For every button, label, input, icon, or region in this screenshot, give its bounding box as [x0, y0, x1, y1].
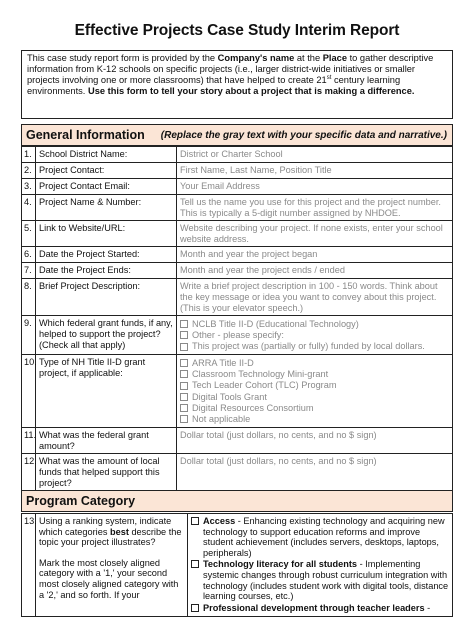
intro-place: Place — [322, 53, 348, 63]
section-title: General Information — [26, 128, 145, 142]
intro-box — [21, 50, 453, 119]
checkbox-label: This project was (partially or fully) funded by local dollars. — [192, 341, 425, 352]
website-url-field[interactable]: Website describing your project. If none exists, enter your school website address. — [177, 221, 453, 247]
checkbox-option[interactable] — [180, 402, 449, 413]
row-label: Brief Project Description: — [36, 279, 177, 316]
table-row — [22, 179, 453, 195]
general-information-header — [21, 124, 453, 146]
checkbox[interactable] — [180, 359, 188, 367]
row-number: 1. — [22, 147, 36, 163]
project-description-field[interactable]: Write a brief project description in 100 - 150 words. Think about the key message or idea you want to convey about this project. (This is your elevator speech.) — [177, 279, 453, 316]
checkbox-label: Digital Resources Consortium — [192, 402, 314, 413]
checkbox-option[interactable] — [180, 357, 449, 368]
checkbox-option[interactable] — [180, 318, 449, 329]
row-number: 4. — [22, 195, 36, 221]
table-row — [22, 514, 453, 617]
start-date-field[interactable]: Month and year the project began — [177, 247, 453, 263]
intro-superscript: st — [326, 74, 332, 81]
federal-grant-amount-field[interactable]: Dollar total (just dollars, no cents, and no $ sign) — [177, 428, 453, 454]
checkbox-label: Digital Tools Grant — [192, 391, 267, 402]
option-description: - Implementing systemic changes through robust curriculum integration with technology (includes student work with digital tools, distance learning courses, etc.) — [203, 559, 449, 602]
table-row — [22, 247, 453, 263]
checkbox-option[interactable] — [191, 516, 449, 558]
checkbox[interactable] — [180, 331, 188, 339]
row-number: 8. — [22, 279, 36, 316]
program-category-header — [21, 490, 453, 512]
checkbox-option[interactable] — [180, 341, 449, 352]
project-name-field[interactable]: Tell us the name you use for this project and the project number. This is typically a 5-digit number assigned by NHDOE. — [177, 195, 453, 221]
checkbox-label: NCLB Title II-D (Educational Technology) — [192, 318, 359, 329]
row-label: What was the federal grant amount? — [36, 428, 177, 454]
row-number: 9. — [22, 316, 36, 355]
row-label: Link to Website/URL: — [36, 221, 177, 247]
intro-text: century learning environments. — [27, 75, 401, 96]
row-number: 13. — [22, 514, 36, 617]
row-label: Project Contact: — [36, 163, 177, 179]
checkbox-label: Classroom Technology Mini-grant — [192, 368, 329, 379]
question-text: Using a ranking system, indicate which categories — [39, 516, 172, 537]
row-number: 7. — [22, 263, 36, 279]
table-row — [22, 454, 453, 491]
question-text: describe the topic your project illustrates? — [39, 526, 182, 548]
checkbox-label: Other - please specify: — [192, 330, 284, 341]
intro-text: at the — [294, 53, 323, 63]
program-category-table — [21, 513, 453, 617]
checkbox[interactable] — [180, 393, 188, 401]
table-row — [22, 428, 453, 454]
checkbox-option[interactable] — [180, 391, 449, 402]
question-emphasis: best — [109, 526, 129, 537]
checkbox[interactable] — [180, 343, 188, 351]
checkbox[interactable] — [191, 517, 199, 525]
general-information-table — [21, 146, 453, 491]
checkbox[interactable] — [180, 382, 188, 390]
checkbox-option[interactable] — [180, 369, 449, 380]
checkbox-option[interactable] — [191, 559, 449, 601]
table-row — [22, 279, 453, 316]
intro-text: to gather descriptive information from K-12 schools on specific projects (i.e., larger district-wide initiatives or smaller projects involving one or more classrooms) that have helped to create 21 — [27, 53, 434, 85]
checkbox[interactable] — [180, 415, 188, 423]
checkbox-label: Not applicable — [192, 414, 251, 425]
row-number: 10. — [22, 355, 36, 428]
grant-funds-options — [177, 316, 453, 355]
intro-text: This case study report form is provided by the — [27, 53, 218, 63]
option-description: - — [424, 602, 431, 613]
section-title: Program Category — [26, 494, 136, 508]
contact-email-field[interactable]: Your Email Address — [177, 179, 453, 195]
option-title: Professional development through teacher leaders — [203, 602, 425, 613]
option-title: Technology literacy for all students — [203, 559, 358, 570]
table-row — [22, 316, 453, 355]
row-number: 5. — [22, 221, 36, 247]
row-number: 12. — [22, 454, 36, 491]
row-label: What was the amount of local funds that helped support this project? — [36, 454, 177, 491]
grant-type-options — [177, 355, 453, 428]
local-funds-amount-field[interactable]: Dollar total (just dollars, no cents, and no $ sign) — [177, 454, 453, 491]
row-label: Project Contact Email: — [36, 179, 177, 195]
end-date-field[interactable]: Month and year the project ends / ended — [177, 263, 453, 279]
checkbox[interactable] — [180, 404, 188, 412]
row-label — [36, 514, 188, 617]
intro-company: Company's name — [217, 53, 295, 63]
row-label: Date the Project Ends: — [36, 263, 177, 279]
checkbox-option[interactable] — [180, 380, 449, 391]
row-label: School District Name: — [36, 147, 177, 163]
table-row — [22, 147, 453, 163]
row-number: 11. — [22, 428, 36, 454]
option-title: Access — [203, 516, 236, 526]
district-name-field[interactable]: District or Charter School — [177, 147, 453, 163]
checkbox-option[interactable] — [180, 414, 449, 425]
table-row — [22, 355, 453, 428]
checkbox[interactable] — [180, 320, 188, 328]
table-row — [22, 195, 453, 221]
checkbox-option[interactable] — [191, 603, 449, 614]
program-category-options — [188, 514, 453, 617]
row-number: 6. — [22, 247, 36, 263]
checkbox[interactable] — [191, 560, 199, 568]
report-title: Effective Projects Case Study Interim Report — [74, 22, 400, 39]
row-number: 2. — [22, 163, 36, 179]
table-row — [22, 263, 453, 279]
intro-call-to-action: Use this form to tell your story about a project that is making a difference. — [87, 86, 415, 96]
row-label: Date the Project Started: — [36, 247, 177, 263]
row-label: Project Name & Number: — [36, 195, 177, 221]
section-note: (Replace the gray text with your specific data and narrative.) — [160, 129, 447, 141]
checkbox-label: Tech Leader Cohort (TLC) Program — [192, 380, 337, 391]
option-description: - Enhancing existing technology and acquiring new technology to support education reforms and improve student achievement (includes servers, desktops, laptops, peripherals) — [203, 516, 445, 558]
checkbox-label: ARRA Title II-D — [192, 357, 254, 368]
checkbox[interactable] — [191, 604, 199, 612]
checkbox-option[interactable] — [180, 330, 449, 341]
row-number: 3. — [22, 179, 36, 195]
project-contact-field[interactable]: First Name, Last Name, Position Title — [177, 163, 453, 179]
row-label: Which federal grant funds, if any, helped to support the project? (Check all that apply) — [36, 316, 177, 355]
table-row — [22, 163, 453, 179]
checkbox[interactable] — [180, 370, 188, 378]
row-label: Type of NH Title II-D grant project, if applicable: — [36, 355, 177, 428]
table-row — [22, 221, 453, 247]
question-instructions: Mark the most closely aligned category with a '1,' your second most closely aligned category with a '2,' and so forth. If your — [39, 557, 179, 600]
